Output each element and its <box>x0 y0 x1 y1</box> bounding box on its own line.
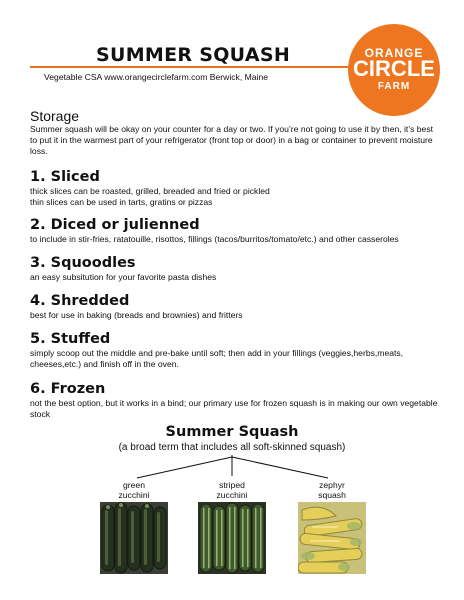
variety-line: green <box>123 480 145 490</box>
tree-subtitle: (a broad term that includes all soft-skinned squash) <box>118 442 346 453</box>
storage-heading: Storage <box>30 108 80 124</box>
variety-green-zucchini <box>94 480 174 500</box>
zephyr-squash-photo <box>298 502 366 574</box>
section-line: to include in stir-fries, ratatouille, risottos, fillings (tacos/burritos/tomato/etc.) and other casseroles <box>30 234 399 244</box>
variety-line: striped <box>219 480 245 490</box>
variety-line: squash <box>318 490 346 500</box>
section-line: thin slices can be used in tarts, gratins or pizzas <box>30 197 213 207</box>
variety-line: zucchini <box>216 490 248 500</box>
page-title: SUMMER SQUASH <box>96 44 291 66</box>
variety-line: zephyr <box>319 480 345 490</box>
section-line: thick slices can be roasted, grilled, breaded and fried or pickled <box>30 186 270 196</box>
subtitle: Vegetable CSA www.orangecirclefarm.com Berwick, Maine <box>44 72 269 82</box>
section-line: not the best option, but it works in a bind; our primary use for frozen squash is in making our own vegetable stock <box>30 398 438 419</box>
tree-title: Summer Squash <box>165 424 299 440</box>
section-heading: 6. Frozen <box>30 381 106 397</box>
section-heading: 4. Shredded <box>30 293 130 309</box>
striped-zucchini-photo <box>198 502 266 574</box>
section-line: an easy subsitution for your favorite pasta dishes <box>30 272 217 282</box>
variety-striped-zucchini <box>192 480 272 500</box>
variety-zephyr-squash <box>292 480 372 500</box>
section-heading: 5. Stuffed <box>30 331 111 347</box>
section-line: simply scoop out the middle and pre-bake until soft; then add in your fillings (veggies,herbs,meats, cheeses,etc.) and finish off in the oven. <box>30 348 404 369</box>
logo-line-3: FARM <box>377 81 411 92</box>
logo-line-2: CIRCLE <box>353 56 435 81</box>
section-heading: 3. Squoodles <box>30 255 136 271</box>
storage-text: Summer squash will be okay on your counter for a day or two. If you’re not going to use it by then, it’s best to put it in the warmest part of your refrigerator (front top or door) in a bag or container to prevent moisture loss. <box>30 124 434 156</box>
logo-line-1: ORANGE <box>364 46 424 60</box>
section-heading: 1. Sliced <box>30 169 100 185</box>
variety-line: zucchini <box>118 490 150 500</box>
section-heading: 2. Diced or julienned <box>30 217 200 233</box>
green-zucchini-photo <box>100 502 168 574</box>
section-line: best for use in baking (breads and brownies) and fritters <box>30 310 243 320</box>
